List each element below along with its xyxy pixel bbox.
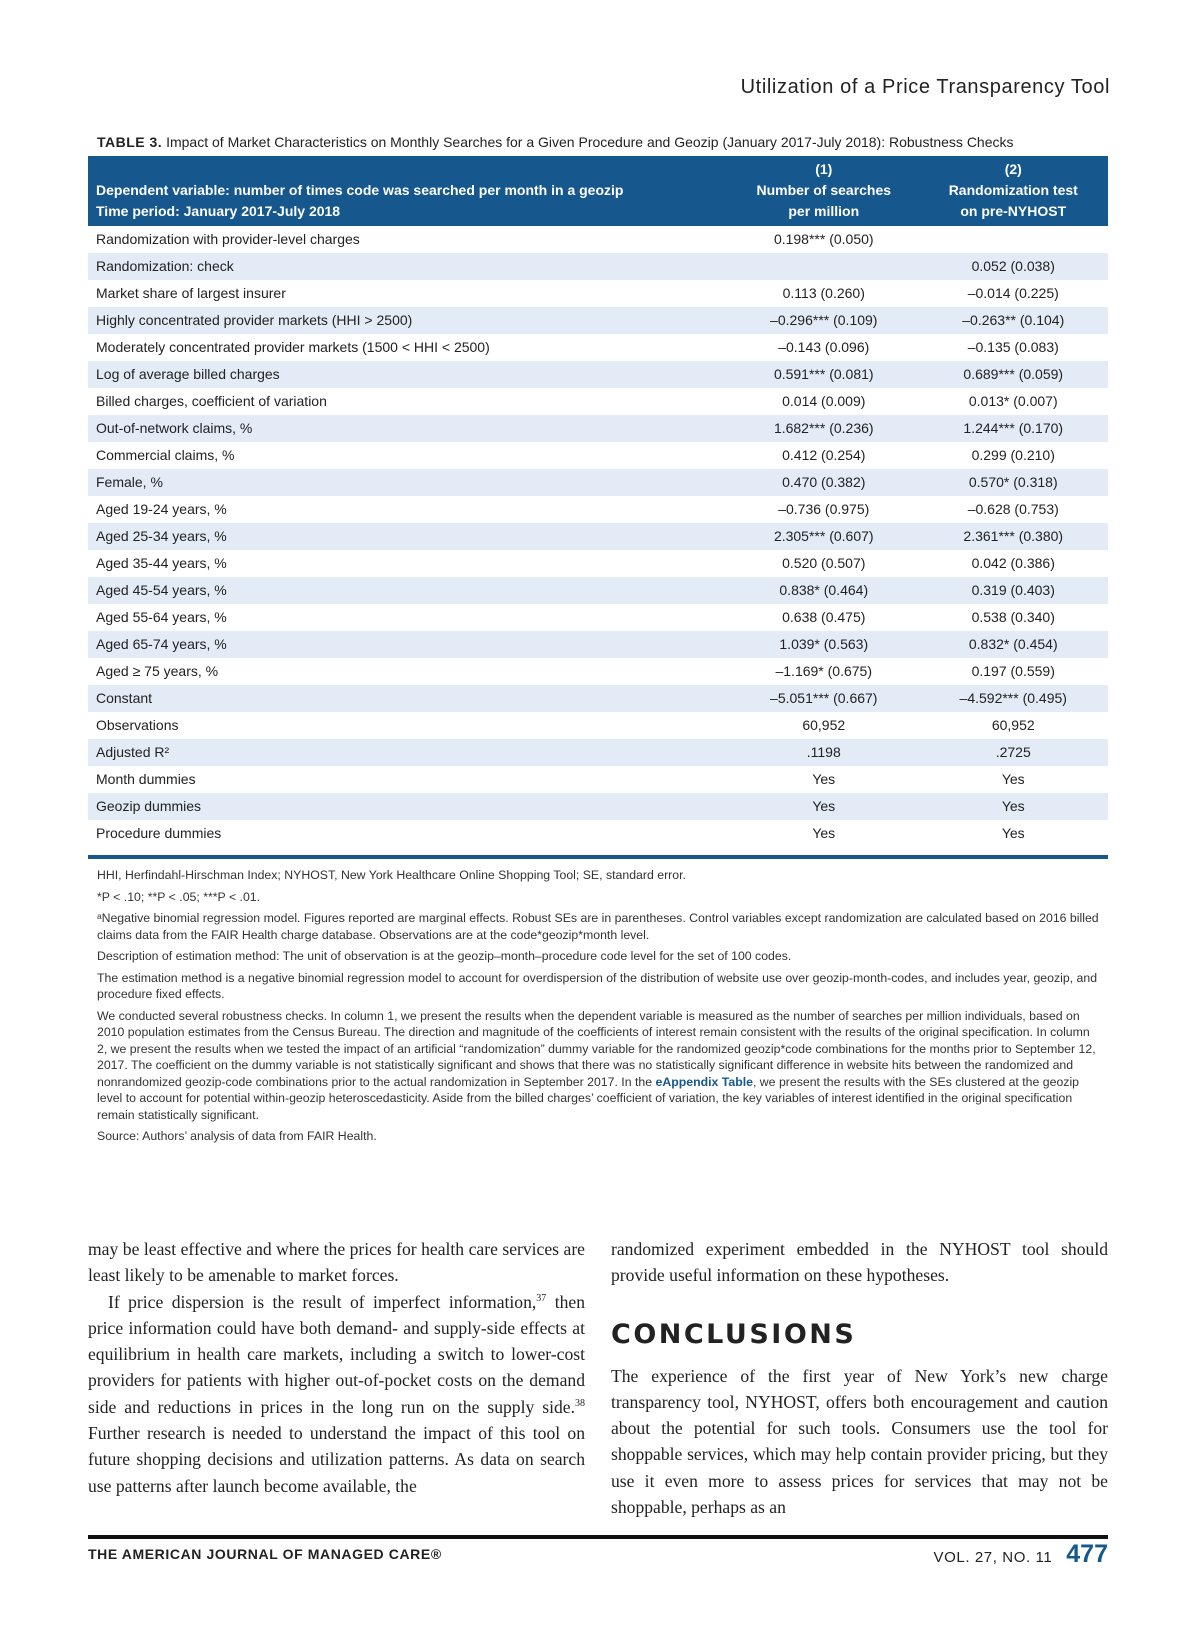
col1-value: –5.051*** (0.667) (729, 685, 918, 712)
note-estimation: The estimation method is a negative binomial regression model to account for overdispersion of the distribution of website use over geozip-month-codes, and includes year, geozip, and procedure fixed effects. (97, 970, 1098, 1001)
header-col1-line1: Number of searches (756, 182, 892, 198)
body-text: then price information could have both demand- and supply-side effects at equilibrium in health care markets, including a switch to lower-cost providers for patients with higher out-of-pocket costs on the demand side and reductions in prices in the long run on the supply side. (88, 1291, 585, 1417)
eappendix-link[interactable]: eAppendix Table (655, 1074, 753, 1089)
col2-value: 2.361*** (0.380) (919, 523, 1109, 550)
row-label: Aged 55-64 years, % (96, 609, 227, 625)
table-row (88, 820, 1108, 847)
table-row (88, 226, 1108, 253)
footer-right (934, 1540, 1109, 1569)
note-description: Description of estimation method: The unit of observation is at the geozip–month–procedure code level for the set of 100 codes. (97, 949, 792, 963)
table-row (88, 685, 1108, 712)
note-source: Source: Authors’ analysis of data from FAIR Health. (97, 1129, 377, 1143)
col1-value: 1.039* (0.563) (729, 631, 918, 658)
footer-rule (88, 1535, 1108, 1539)
row-label: Aged 45-54 years, % (88, 577, 729, 604)
col2-value: 0.570* (0.318) (919, 469, 1109, 496)
body-paragraph: The experience of the first year of New York’s new charge transparency tool, NYHOST, offers both encouragement and caution about the potential for such tools. Consumers use the tool for shoppable services, which may help contain provider pricing, but they use it even more to assess prices for services that may not be shoppable, perhaps as an (611, 1365, 1108, 1518)
table-row (88, 577, 1108, 604)
col1-value: 0.198*** (0.050) (773, 231, 874, 247)
col2-value: 0.042 (0.386) (971, 555, 1055, 571)
col1-value (729, 253, 918, 280)
body-column-right (611, 1236, 1108, 1520)
note-abbreviations: HHI, Herfindahl-Hirschman Index; NYHOST, New York Healthcare Online Shopping Tool; SE, standard error. (97, 868, 686, 882)
col1-value: 0.113 (0.260) (782, 285, 865, 301)
body-paragraph: may be least effective and where the prices for health care services are least likely to be amenable to market forces. (88, 1239, 585, 1286)
row-label: Adjusted R² (88, 739, 729, 766)
note-significance: *P < .10; **P < .05; ***P < .01. (97, 889, 261, 904)
table-row (88, 793, 1108, 820)
col1-value: 0.591*** (0.081) (729, 361, 918, 388)
table-bottom-rule (88, 855, 1108, 859)
row-label: Aged 65-74 years, % (88, 631, 729, 658)
row-label: Log of average billed charges (88, 361, 729, 388)
header-col1-num: (1) (815, 161, 833, 177)
row-label: Procedure dummies (96, 825, 222, 841)
note-a: ᵃNegative binomial regression model. Figures reported are marginal effects. Robust SEs are in parentheses. Control variables except randomization are calculated based on 2016 billed claims data from the FAIR Health charge database. Observations are at the code*geozip*month level. (97, 911, 1099, 942)
col1-value: 0.838* (0.464) (729, 577, 918, 604)
header-col2 (919, 156, 1109, 226)
running-head: Utilization of a Price Transparency Tool (740, 76, 1110, 98)
row-label: Market share of largest insurer (96, 285, 286, 301)
col1-value: 0.470 (0.382) (729, 469, 918, 496)
row-label: Highly concentrated provider markets (HHI > 2500) (88, 307, 729, 334)
col1-value: 0.014 (0.009) (782, 393, 866, 409)
col2-value: Yes (1001, 771, 1025, 787)
col2-value: 1.244*** (0.170) (919, 415, 1109, 442)
table-row (88, 712, 1108, 739)
col2-value: Yes (1001, 825, 1025, 841)
results-table (88, 156, 1108, 847)
col2-value: 0.197 (0.559) (971, 663, 1055, 679)
col2-value: 0.538 (0.340) (971, 609, 1055, 625)
header-col1-line2: per million (788, 203, 860, 219)
row-label: Observations (96, 717, 179, 733)
table-notes (97, 867, 1102, 1150)
row-label: Randomization: check (88, 253, 729, 280)
row-label: Moderately concentrated provider markets (1500 < HHI < 2500) (96, 339, 490, 355)
col2-value: –4.592*** (0.495) (919, 685, 1109, 712)
header-time-period: Time period: January 2017-July 2018 (96, 203, 341, 219)
header-dep-var: Dependent variable: number of times code was searched per month in a geozip (96, 182, 624, 198)
row-label: Geozip dummies (88, 793, 729, 820)
col2-value: –0.263** (0.104) (919, 307, 1109, 334)
row-label: Female, % (88, 469, 729, 496)
col2-value: 0.013* (0.007) (968, 393, 1058, 409)
table-row (88, 496, 1108, 523)
table-row (88, 307, 1108, 334)
table-row (88, 469, 1108, 496)
col2-value: Yes (919, 793, 1109, 820)
row-label: Commercial claims, % (96, 447, 235, 463)
table-row (88, 415, 1108, 442)
table-header-row (88, 156, 1108, 226)
table-row (88, 442, 1108, 469)
header-col2-num: (2) (1004, 161, 1022, 177)
col1-value: 1.682*** (0.236) (729, 415, 918, 442)
reference-superscript[interactable]: 37 (536, 1292, 547, 1304)
col1-value: –0.296*** (0.109) (729, 307, 918, 334)
note-robustness-text-2: , we present the results with the SEs clustered at the geozip level to account for potential within-geozip heteroscedasticity. Aside from the billed charges’ coefficient of variation, the key variables of interest identified in the original specification remain statistically significant. (97, 1074, 1080, 1122)
page-number: 477 (1066, 1540, 1108, 1568)
conclusions-heading: CONCLUSIONS (611, 1318, 857, 1350)
table-row (88, 631, 1108, 658)
body-column-left (88, 1236, 585, 1499)
table-row (88, 766, 1108, 793)
col2-value: 0.052 (0.038) (919, 253, 1109, 280)
table-row (88, 361, 1108, 388)
col1-value: 0.638 (0.475) (782, 609, 866, 625)
col1-value: 60,952 (802, 717, 846, 733)
note-robustness (97, 1008, 1102, 1124)
col2-value: 0.832* (0.454) (919, 631, 1109, 658)
table-body (88, 226, 1108, 847)
row-label: Constant (88, 685, 729, 712)
header-col1 (729, 156, 918, 226)
table-row (88, 739, 1108, 766)
row-label: Aged 35-44 years, % (96, 555, 227, 571)
col1-value: 0.520 (0.507) (782, 555, 866, 571)
col2-value: 0.689*** (0.059) (919, 361, 1109, 388)
footer-journal: THE AMERICAN JOURNAL OF MANAGED CARE® (88, 1546, 442, 1562)
header-col2-line2: on pre-NYHOST (960, 203, 1067, 219)
col1-value: Yes (812, 771, 836, 787)
body-paragraph (88, 1289, 585, 1499)
col2-value (919, 226, 1109, 253)
col2-value: –0.628 (0.753) (967, 501, 1059, 517)
col2-value: 60,952 (991, 717, 1035, 733)
col2-value: 0.299 (0.210) (971, 447, 1055, 463)
table-row (88, 604, 1108, 631)
table-label: TABLE 3. (97, 134, 163, 150)
table-row (88, 280, 1108, 307)
note-robustness-text-1: We conducted several robustness checks. In column 1, we present the results when the dependent variable is measured as the number of searches per million individuals, based on 2010 population estimates from the Census Bureau. The direction and magnitude of the coefficients of interest remain consistent with the results of the original specification. In column 2, we present the results when we tested the impact of an artificial “randomization” dummy variable for the randomized geozip*code combinations for the months prior to September 12, 2017. The coefficient on the dummy variable is not statistically significant and shows that there was no statistically significant difference in website hits between the randomized and nonrandomized geozip-code combinations prior to the actual randomization in September 2017. In the (97, 1008, 1096, 1089)
col1-value: 0.412 (0.254) (782, 447, 866, 463)
col1-value: Yes (812, 825, 836, 841)
col1-value: –0.736 (0.975) (778, 501, 870, 517)
table-row (88, 658, 1108, 685)
row-label: Aged 25-34 years, % (88, 523, 729, 550)
row-label: Month dummies (96, 771, 196, 787)
table-row (88, 334, 1108, 361)
row-label: Billed charges, coefficient of variation (96, 393, 327, 409)
header-col2-line1: Randomization test (948, 182, 1078, 198)
table-row (88, 523, 1108, 550)
col1-value: –0.143 (0.096) (778, 339, 870, 355)
col1-value: Yes (729, 793, 918, 820)
col2-value: –0.014 (0.225) (967, 285, 1059, 301)
body-paragraph: randomized experiment embedded in the NYHOST tool should provide useful information on these hypotheses. (611, 1239, 1108, 1286)
table-row (88, 550, 1108, 577)
row-label: Randomization with provider-level charges (96, 231, 360, 247)
col1-value: .1198 (729, 739, 918, 766)
col2-value: –0.135 (0.083) (967, 339, 1059, 355)
col2-value: 0.319 (0.403) (919, 577, 1109, 604)
col1-value: –1.169* (0.675) (775, 663, 873, 679)
body-text: If price dispersion is the result of imperfect information, (108, 1291, 537, 1312)
row-label: Out-of-network claims, % (88, 415, 729, 442)
body-text: Further research is needed to understand the impact of this tool on future shopping decisions and utilization patterns. As data on search use patterns after launch become available, the (88, 1423, 585, 1496)
row-label: Aged ≥ 75 years, % (96, 663, 219, 679)
footer-volume: VOL. 27, NO. 11 (933, 1549, 1053, 1566)
table-title: Impact of Market Characteristics on Monthly Searches for a Given Procedure and Geozip (January 2017-July 2018): Robustness Checks (166, 134, 1014, 150)
col1-value: 2.305*** (0.607) (729, 523, 918, 550)
table-caption (97, 134, 1107, 150)
table-row (88, 388, 1108, 415)
col2-value: .2725 (919, 739, 1109, 766)
reference-superscript[interactable]: 38 (575, 1397, 585, 1409)
row-label: Aged 19-24 years, % (96, 501, 227, 517)
table-row (88, 253, 1108, 280)
header-dependent-variable (88, 156, 729, 226)
